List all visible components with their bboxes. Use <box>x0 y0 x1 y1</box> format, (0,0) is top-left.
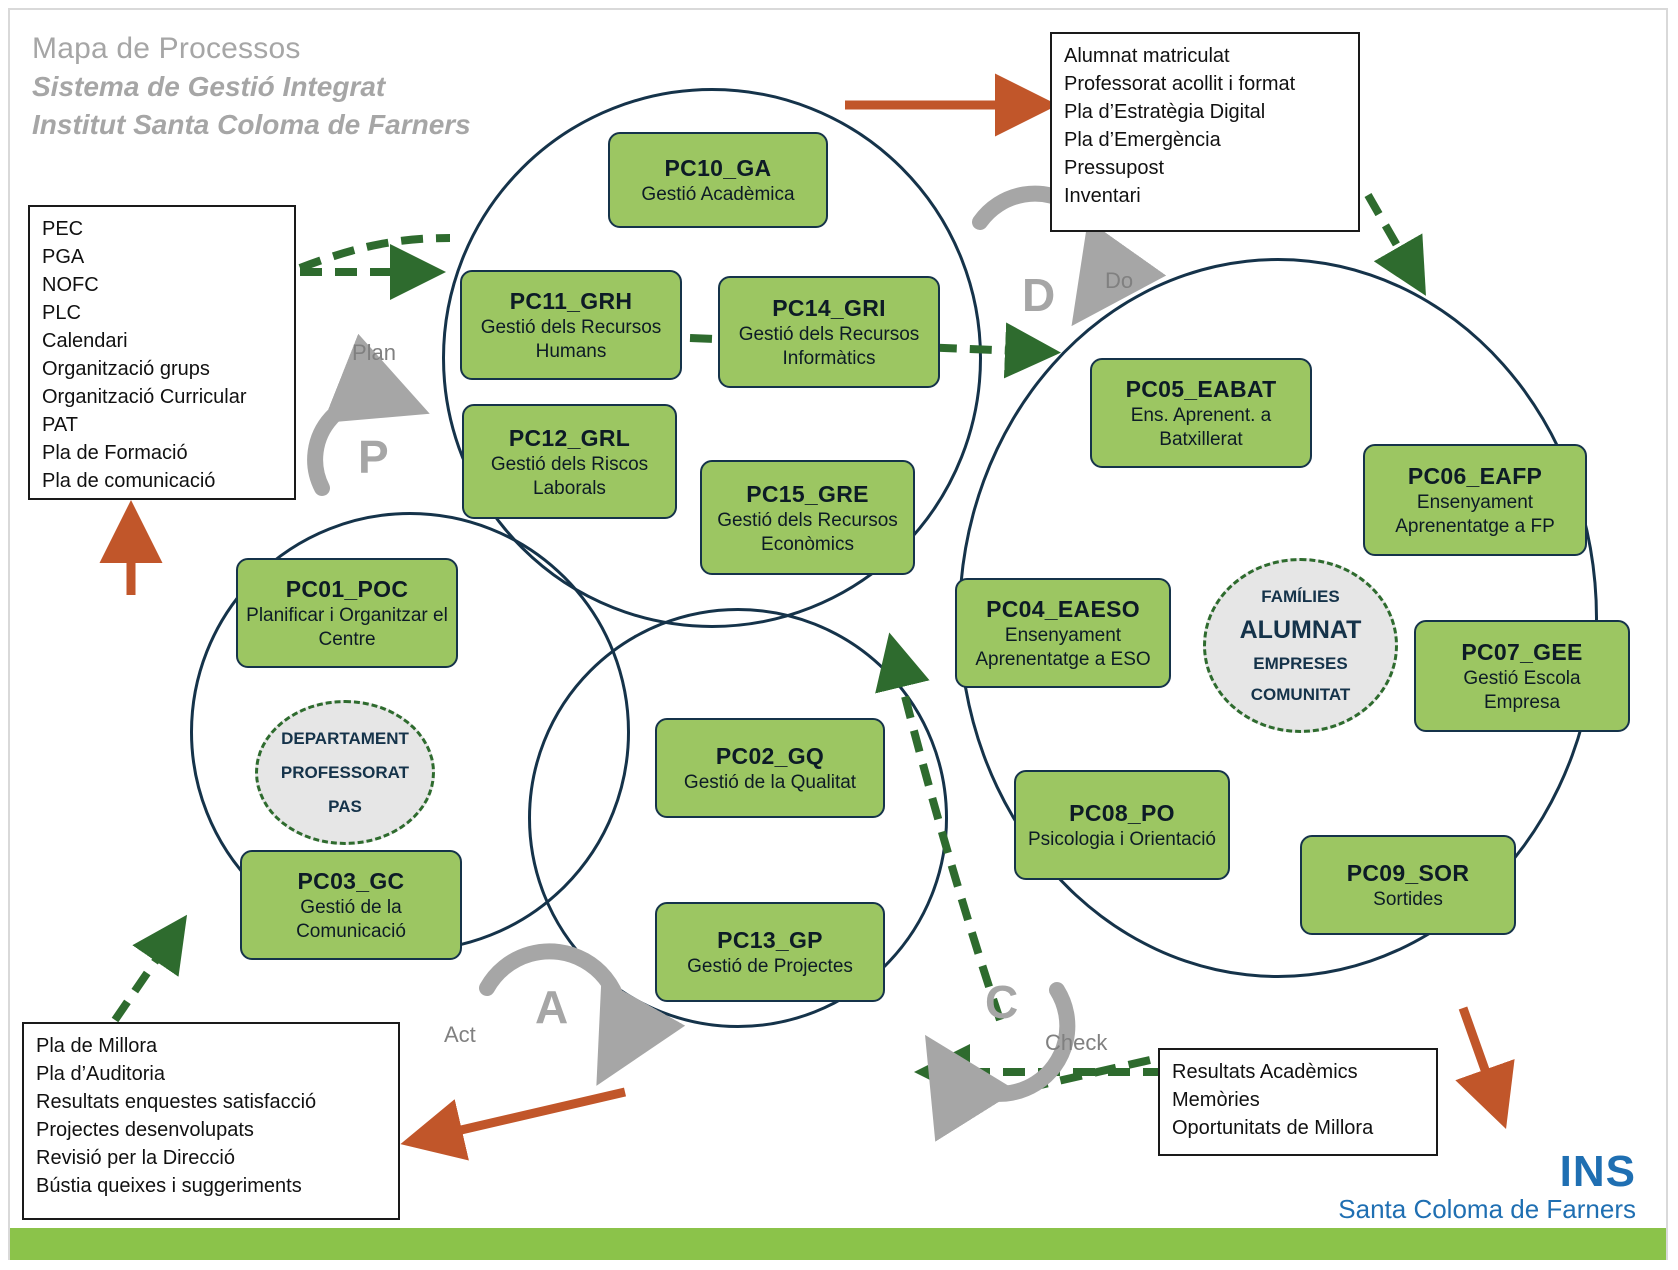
process-box-pc09-sor[interactable] <box>1300 835 1516 935</box>
process-desc: Gestió Acadèmica <box>641 184 795 205</box>
process-desc: Ens. Aprenent. a Batxillerat <box>1130 405 1272 450</box>
process-code: PC06_EAFP <box>1407 463 1543 489</box>
input-item: Pla de Formació <box>42 442 188 464</box>
pdca-label-check: Check <box>1045 1030 1108 1055</box>
process-box-pc08-po[interactable] <box>1014 770 1230 880</box>
stakeholder-label: DEPARTAMENT <box>281 728 409 748</box>
input-item: Pla de comunicació <box>42 470 216 492</box>
process-box-pc06-eafp[interactable] <box>1363 444 1587 556</box>
process-box-pc14-gri[interactable] <box>718 276 940 388</box>
process-box-pc15-gre[interactable] <box>700 460 915 575</box>
stakeholder-circle-left <box>255 700 435 845</box>
output-item: Pla d’Emergència <box>1064 129 1221 151</box>
input-item: PEC <box>42 218 84 240</box>
page-title <box>32 30 471 144</box>
output-item: Alumnat matriculat <box>1064 45 1230 67</box>
input-item: Organització Curricular <box>42 386 247 408</box>
process-desc: Ensenyament Aprenentatge a ESO <box>975 625 1151 670</box>
input-item: Organització grups <box>42 358 210 380</box>
process-box-pc12-grl[interactable] <box>462 404 677 519</box>
process-desc: Sortides <box>1373 889 1443 910</box>
process-desc: Gestió dels Riscos Laborals <box>490 453 649 499</box>
process-desc: Gestió Escola Empresa <box>1463 668 1581 713</box>
process-code: PC01_POC <box>285 576 409 602</box>
process-box-pc02-gq[interactable] <box>655 718 885 818</box>
pdca-letter-d: D <box>1022 269 1056 321</box>
process-box-pc10-ga[interactable] <box>608 132 828 228</box>
stakeholder-label: EMPRESES <box>1253 654 1348 673</box>
process-code: PC03_GC <box>297 868 405 894</box>
outputs-box-top <box>1050 32 1360 232</box>
process-code: PC02_GQ <box>715 743 825 769</box>
title-line-1: Mapa de Processos <box>32 32 301 65</box>
process-desc: Planificar i Organitzar el Centre <box>246 605 448 650</box>
improvement-item: Revisió per la Direcció <box>36 1147 235 1169</box>
process-code: PC09_SOR <box>1346 860 1470 886</box>
inputs-box-left <box>28 205 296 500</box>
pdca-label-plan: Plan <box>352 340 397 365</box>
output-item: Inventari <box>1064 185 1141 207</box>
improvement-item: Bústia queixes i suggeriments <box>36 1175 302 1197</box>
process-code: PC14_GRI <box>772 295 886 321</box>
stakeholder-label: FAMÍLIES <box>1261 587 1340 606</box>
stakeholder-label: PROFESSORAT <box>280 762 410 782</box>
process-desc: Gestió dels Recursos Econòmics <box>717 509 898 555</box>
output-item: Pla d’Estratègia Digital <box>1064 101 1266 123</box>
process-box-pc13-gp[interactable] <box>655 902 885 1002</box>
improvement-item: Resultats enquestes satisfacció <box>36 1091 317 1113</box>
process-desc: Gestió dels Recursos Humans <box>480 317 662 362</box>
process-box-pc04-eaeso[interactable] <box>955 578 1171 688</box>
result-item: Oportunitats de Millora <box>1172 1117 1374 1139</box>
process-code: PC13_GP <box>717 927 823 953</box>
pdca-label-do: Do <box>1105 268 1134 293</box>
stakeholder-label: COMUNITAT <box>1250 685 1351 704</box>
process-desc: Ensenyament Aprenentatge a FP <box>1395 492 1555 537</box>
process-code: PC04_EAESO <box>986 596 1140 622</box>
input-item: PLC <box>42 302 81 324</box>
process-code: PC07_GEE <box>1461 639 1583 665</box>
process-desc: Gestió dels Recursos Informàtics <box>738 324 920 369</box>
input-item: NOFC <box>42 274 99 296</box>
results-box-bottom-right <box>1158 1048 1438 1156</box>
output-item: Pressupost <box>1064 157 1165 179</box>
bottom-bar <box>10 1228 1666 1260</box>
process-box-pc07-gee[interactable] <box>1414 620 1630 732</box>
input-item: Calendari <box>42 330 128 352</box>
process-desc: Gestió de la Qualitat <box>683 772 857 793</box>
process-box-pc03-gc[interactable] <box>240 850 462 960</box>
process-box-pc01-poc[interactable] <box>236 558 458 668</box>
process-desc: Gestió de Projectes <box>687 956 853 977</box>
process-box-pc11-grh[interactable] <box>460 270 682 380</box>
improvement-item: Pla de Millora <box>36 1035 158 1057</box>
process-desc: Gestió de la Comunicació <box>296 897 406 942</box>
pdca-label-act: Act <box>444 1022 476 1047</box>
result-item: Memòries <box>1172 1089 1260 1111</box>
process-code: PC05_EABAT <box>1125 376 1277 402</box>
institute-logo <box>1338 1147 1636 1224</box>
output-item: Professorat acollit i format <box>1064 73 1296 95</box>
process-box-pc05-eabat[interactable] <box>1090 358 1312 468</box>
input-item: PGA <box>42 246 85 268</box>
improvement-item: Projectes desenvolupats <box>36 1119 254 1141</box>
stakeholder-label-main: ALUMNAT <box>1239 616 1362 644</box>
process-code: PC08_PO <box>1069 800 1175 826</box>
logo-name: INS <box>1559 1147 1636 1196</box>
logo-subtitle: Santa Coloma de Farners <box>1338 1194 1636 1224</box>
process-code: PC12_GRL <box>508 424 631 451</box>
title-line-2: Sistema de Gestió Integrat <box>32 71 386 102</box>
pdca-letter-c: C <box>985 976 1019 1028</box>
input-item: PAT <box>42 414 78 436</box>
stakeholder-label: PAS <box>328 796 362 816</box>
process-desc: Psicologia i Orientació <box>1028 829 1216 850</box>
process-code: PC10_GA <box>664 155 772 181</box>
improvement-item: Pla d’Auditoria <box>36 1063 165 1085</box>
process-code: PC11_GRH <box>509 288 633 314</box>
process-code: PC15_GRE <box>746 480 869 507</box>
pdca-letter-p: P <box>358 431 389 483</box>
improvement-box-bottom-left <box>22 1022 400 1220</box>
result-item: Resultats Acadèmics <box>1172 1061 1358 1083</box>
pdca-letter-a: A <box>535 981 569 1033</box>
title-line-3: Institut Santa Coloma de Farners <box>32 109 471 140</box>
stakeholder-circle-right <box>1203 558 1398 733</box>
